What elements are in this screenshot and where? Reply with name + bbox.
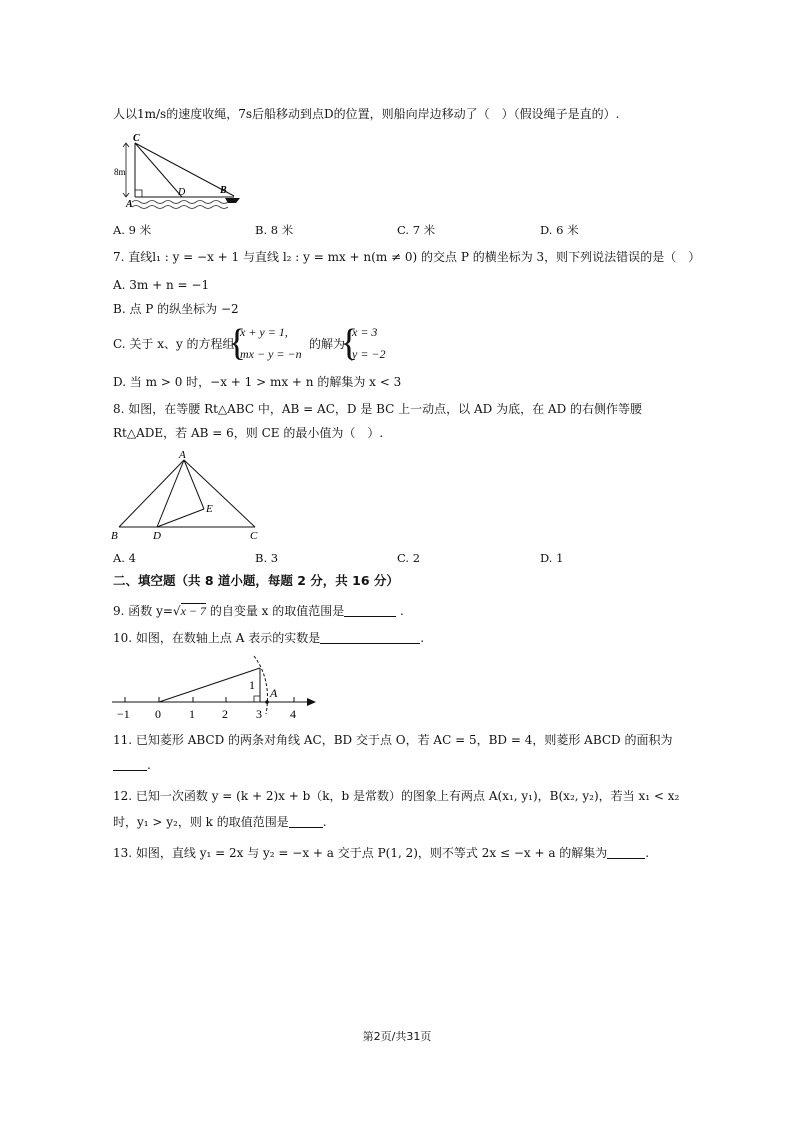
- q9-suffix: 的自变量 x 的取值范围是: [206, 604, 345, 618]
- q9-radicand: x − 7: [180, 604, 207, 618]
- q10-answer-blank[interactable]: [320, 631, 420, 644]
- q10-label-A: A: [270, 686, 278, 700]
- q10-end: .: [420, 631, 425, 645]
- q6-option-b: B. 8 米: [255, 223, 294, 237]
- q6-label-A: A: [126, 199, 133, 210]
- q10-tick-0: 0: [155, 707, 161, 721]
- q13-prefix: 13. 如图，直线 y₁ = 2x 与 y₂ = −x + a 交于点 P(1, 2)，则不等式 2x ≤ −x + a 的解集为: [113, 846, 608, 860]
- q9: [113, 603, 404, 619]
- q8-label-D: D: [153, 530, 161, 542]
- q10-tick-1: 1: [189, 707, 195, 721]
- q8-label-A: A: [179, 449, 186, 461]
- q6-option-a: A. 9 米: [113, 223, 152, 237]
- q7-option-c-prefix: C. 关于 x、y 的方程组: [113, 337, 235, 351]
- q7-system-eq2: mx − y = −n: [240, 347, 302, 361]
- q7-option-a: A. 3m + n = −1: [113, 278, 210, 292]
- q12-line1: 12. 已知一次函数 y = (k + 2)x + b（k，b 是常数）的图象上有两点 A(x₁, y₁)，B(x₂, y₂)，若当 x₁ < x₂: [113, 789, 680, 803]
- q10-tick-2: 2: [222, 707, 228, 721]
- q11-line2: [113, 757, 151, 773]
- q8-label-E: E: [206, 503, 213, 515]
- q8-option-b: B. 3: [255, 551, 279, 565]
- q13: [113, 845, 649, 861]
- q13-end: .: [645, 846, 650, 860]
- q7-brace-left: {: [228, 322, 247, 364]
- q10-tick-3: 3: [256, 707, 262, 721]
- q8-option-a: A. 4: [113, 551, 136, 565]
- q11-answer-blank[interactable]: [113, 758, 147, 771]
- q6-label-C: C: [133, 133, 140, 144]
- q7-stem: 7. 直线l₁ : y = −x + 1 与直线 l₂ : y = mx + n(m ≠ 0) 的交点 P 的横坐标为 3，则下列说法错误的是（ ）: [113, 250, 701, 264]
- q10-tick-4: 4: [290, 707, 296, 721]
- q9-answer-blank[interactable]: [344, 604, 396, 617]
- q12-answer-blank[interactable]: [289, 815, 323, 828]
- q10-label-one: 1: [249, 678, 255, 692]
- q9-prefix: 9. 函数 y=: [113, 604, 173, 618]
- q8-option-d: D. 1: [540, 551, 564, 565]
- q6-option-c: C. 7 米: [397, 223, 436, 237]
- q8-label-B: B: [111, 530, 118, 542]
- q11-line1: 11. 已知菱形 ABCD 的两条对角线 AC，BD 交于点 O，若 AC = 5，BD = 4，则菱形 ABCD 的面积为: [113, 733, 673, 747]
- q13-answer-blank[interactable]: [607, 846, 645, 859]
- q7-solution-x: x = 3: [352, 325, 378, 339]
- q12-end: .: [322, 815, 327, 829]
- q12-line2: [113, 814, 327, 830]
- q12-line2-prefix: 时，y₁ > y₂，则 k 的取值范围是: [113, 815, 289, 829]
- q6-stem: 人以1m/s的速度收绳，7s后船移动到点D的位置，则船向岸边移动了（ ）（假设绳子是直的）.: [113, 107, 620, 121]
- section-heading-fill-in: 二、填空题（共 8 道小题，每题 2 分，共 16 分）: [113, 573, 399, 588]
- q6-label-len: 8m: [114, 167, 126, 177]
- q9-end: .: [396, 604, 404, 618]
- q8-stem-line2: Rt△ADE，若 AB = 6，则 CE 的最小值为（ ）.: [113, 426, 384, 440]
- q10-prefix: 10. 如图，在数轴上点 A 表示的实数是: [113, 631, 321, 645]
- q7-solution-y: y = −2: [352, 347, 386, 361]
- q7-option-c-mid: 的解为: [309, 337, 346, 351]
- q8-option-c: C. 2: [397, 551, 421, 565]
- q7-option-b: B. 点 P 的纵坐标为 −2: [113, 302, 239, 316]
- q9-sqrt-sign: √: [172, 604, 181, 618]
- q11-end: .: [147, 758, 151, 772]
- q6-label-B: B: [220, 185, 227, 196]
- q6-label-D: D: [178, 187, 186, 198]
- q7-system-eq1: x + y = 1,: [240, 325, 288, 339]
- q8-stem-line1: 8. 如图，在等腰 Rt△ABC 中，AB = AC，D 是 BC 上一动点，以 AD 为底，在 AD 的右侧作等腰: [113, 402, 643, 416]
- q10-tick-neg1: −1: [117, 707, 130, 721]
- q7-option-d: D. 当 m > 0 时，−x + 1 > mx + n 的解集为 x < 3: [113, 375, 402, 389]
- q8-figure: [108, 448, 268, 544]
- q10-number-line: [108, 652, 323, 724]
- q8-label-C: C: [250, 530, 258, 542]
- page-footer: 第2页/共31页: [362, 1030, 432, 1043]
- q7-brace-right: {: [340, 322, 359, 364]
- q10: [113, 630, 424, 646]
- q6-figure: [112, 132, 247, 212]
- q6-option-d: D. 6 米: [540, 223, 579, 237]
- q7-option-c: [113, 322, 413, 366]
